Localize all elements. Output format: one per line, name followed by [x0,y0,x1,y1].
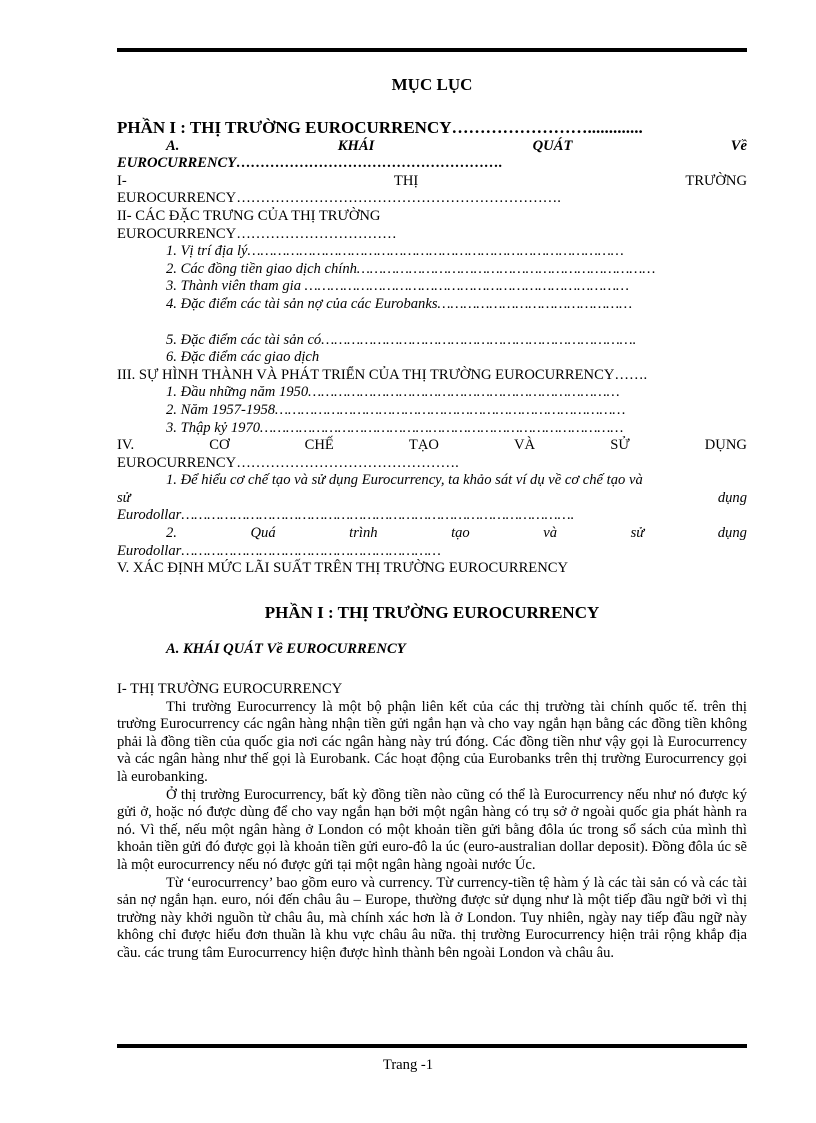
toc-iv1-word: sử [117,489,131,506]
toc-a-cont: EUROCURRENCY………………………………………………. [117,155,503,172]
toc-i-word: TRƯỜNG [685,172,747,189]
toc-iv-word: CƠ [209,437,230,454]
toc-iv-word: DỤNG [704,437,747,454]
toc-iv1-cont: Eurodollar………………………………………………………………………………. [117,507,575,524]
toc-iv-word: TẠO [408,437,439,454]
toc-iv2-word: trình [349,525,378,542]
toc-iv1-line [117,490,747,508]
toc-iv-word: IV. [117,437,135,454]
toc-iv1-text: 1. Để hiểu cơ chế tạo và sử dụng Eurocurrency, ta khảo sát ví dụ về cơ chế tạo và [166,472,643,489]
toc-a-word: Về [730,137,747,154]
toc-iv2-line [117,525,747,543]
toc-iv2-cont: Eurodollar…………………………………………………… [117,542,441,559]
toc-ii-cont: EUROCURRENCY…………………………… [117,225,397,242]
toc-i-cont: EUROCURRENCY…………………………………………………………. [117,190,561,207]
top-rule [117,48,747,52]
toc-v-line: V. XÁC ĐỊNH MỨC LÃI SUẤT TRÊN THỊ TRƯỜNG EUROCURRENCY [117,560,569,577]
toc-ii-item: 1. Vị trí địa lý…………………………………………………………………………… [166,243,624,260]
toc-iv-word: CHẾ [304,437,334,454]
toc-ii-line: II- CÁC ĐẶC TRƯNG CỦA THỊ TRƯỜNG [117,207,381,224]
toc-ii-item: 3. Thành viên tham gia ………………………………………………………………… [166,278,630,295]
toc-a-word: QUÁT [532,137,573,154]
toc-iv-word: VÀ [514,437,536,454]
toc-i-word: I- [117,172,127,189]
page-content [117,62,747,963]
toc-a-word: KHÁI [337,137,375,154]
body-paragraph: Thi trường Eurocurrency là một bộ phận liên kết của các thị trường tài chính quốc tế. trên thị trường Eurocurrency các ngân hàng nhận tiền gửi ngắn hạn và cho vay ngắn hạn bằng các đồng tiền không phải là đồng tiền của quốc gia nơi các ngân hàng này trú đóng. Các đồng tiền như vậy gọi là Eurocurrency và các ngân hàng như thế gọi là Eurobank. Các hoạt động của Eurobanks trên thị trường Eurocurrency gọi là eurobanking. [117,698,747,785]
toc-iii-item: 2. Năm 1957-1958……………………………………………………………………… [166,401,626,418]
toc-spacer [117,314,747,332]
toc-iv2-word: tạo [451,525,470,542]
page-number: Trang -1 [382,1057,434,1073]
body-paragraph: Ở thị trường Eurocurrency, bất kỳ đồng tiền nào cũng có thể là Eurocurrency nếu như nó được ký gửi ở, hoặc nó được dùng để cho vay ngắn hạn bởi một ngân hàng có trụ sở ở ngoài quốc gia phát hành ra nó. Vì thế, nếu một ngân hàng ở London có một khoản tiền gửi bằng đôla úc trong sổ sách của mình thì khoản tiền gửi đó được gọi là khoản tiền gửi euro-đô la úc (euro-australian dollar deposit). Đồng đôla úc sẽ là một eurocurrency nếu nó được gửi tại một ngân hàng ngoài nước Úc. [117,786,747,873]
toc-i-line [117,173,747,191]
toc-ii-item: 6. Đặc điểm các giao dịch [166,349,320,366]
toc-iii-item: 1. Đầu những năm 1950……………………………………………………………… [166,384,620,401]
toc-ii-item: 5. Đặc điểm các tài sản có………………………………………………………………. [166,331,637,348]
subsection-heading: I- THỊ TRƯỜNG EUROCURRENCY [117,681,343,698]
toc-iv2-word: 2. [166,525,177,542]
body-paragraph: Từ ‘eurocurrency’ bao gồm euro và currency. Từ currency-tiền tệ hàm ý là các tài sản có và các tài sản nợ ngắn hạn. euro, nói đến châu âu – Europe, thường được sử dụng như là một tiếp đầu ngữ bởi vì thị trường này khởi nguồn từ châu âu, mà chính xác hơn là ở London. Tuy nhiên, ngày nay tiếp đầu ngữ này không chỉ được hiểu đơn thuần là khu vực châu âu nữa. thị trường Eurocurrency hiện trải rộng khắp địa cầu. các trung tâm Eurocurrency hiện được hình thành bên ngoài London và châu âu. [117,874,747,961]
toc-a-word: A. [166,137,180,154]
toc-iv-cont: EUROCURRENCY………………………………………. [117,454,459,471]
toc-iii-item: 3. Thập kỷ 1970………………………………………………………………………… [166,419,624,436]
toc-ii-item: 2. Các đồng tiền giao dịch chính…………………………………………………………… [166,260,656,277]
part-heading: PHẦN I : THỊ TRƯỜNG EUROCURRENCY [264,602,600,622]
toc-i-word: THỊ [393,172,419,189]
toc-iv2-word: dụng [717,525,747,542]
toc-part1: PHẦN I : THỊ TRƯỜNG EUROCURRENCY……………………............. [117,117,643,137]
toc-iv-word: SỬ [610,437,630,454]
toc-iv2-word: và [543,525,558,542]
toc-ii-item: 4. Đặc điểm các tài sản nợ của các Eurobanks……………………………………… [166,295,633,312]
section-heading: A. KHÁI QUÁT Về EUROCURRENCY [166,641,406,658]
toc-title: MỤC LỤC [391,75,473,94]
toc-a-line [117,138,747,156]
bottom-rule [117,1044,747,1048]
toc-iv2-word: sử [630,525,645,542]
toc-iv-line [117,437,747,455]
toc-iii-line: III. SỰ HÌNH THÀNH VÀ PHÁT TRIỂN CỦA THỊ TRƯỜNG EUROCURRENCY……. [117,366,648,383]
toc-iv1-word: dụng [717,489,747,506]
toc-iv2-word: Quá [250,525,276,542]
